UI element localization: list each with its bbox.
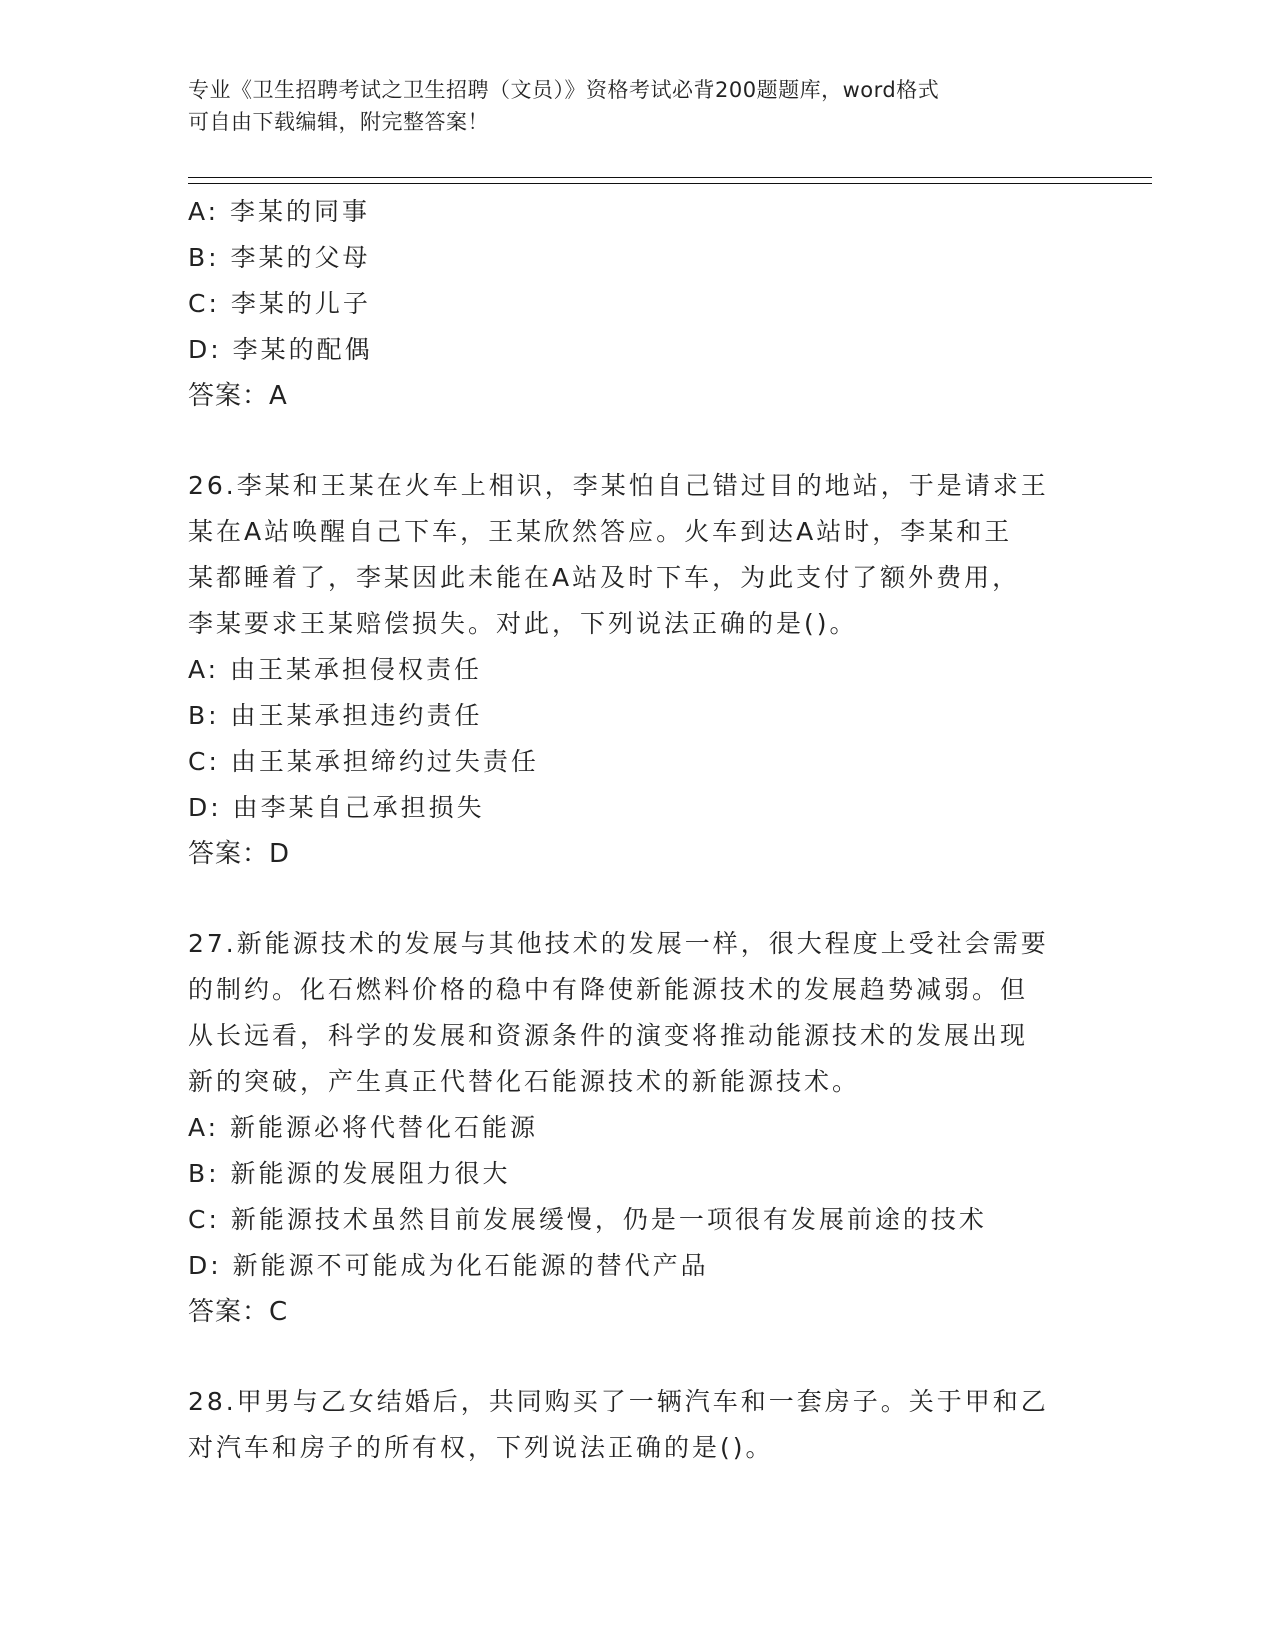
option-b: B: 由王某承担违约责任 bbox=[188, 701, 483, 730]
header-divider-top bbox=[188, 177, 1152, 178]
option-a: A: 新能源必将代替化石能源 bbox=[188, 1113, 539, 1142]
option-a: A: 由王某承担侵权责任 bbox=[188, 655, 483, 684]
header-title-line-1: 专业《卫生招聘考试之卫生招聘（文员）》资格考试必背200题题库，word格式 bbox=[188, 78, 940, 102]
question-stem-line: 从长远看，科学的发展和资源条件的演变将推动能源技术的发展出现 bbox=[188, 1021, 1029, 1050]
question-stem-line: 27.新能源技术的发展与其他技术的发展一样，很大程度上受社会需要 bbox=[188, 929, 1049, 958]
option-c: C: 由王某承担缔约过失责任 bbox=[188, 747, 539, 776]
question-stem-line: 某在A站唤醒自己下车，王某欣然答应。火车到达A站时，李某和王 bbox=[188, 517, 1013, 546]
question-28 bbox=[188, 1379, 1088, 1471]
option-a: A: 李某的同事 bbox=[188, 197, 371, 226]
question-26 bbox=[188, 463, 1088, 877]
question-content bbox=[188, 189, 1088, 1471]
header-divider-bottom bbox=[188, 183, 1152, 184]
question-stem-line: 28.甲男与乙女结婚后，共同购买了一辆汽车和一套房子。关于甲和乙 bbox=[188, 1387, 1049, 1416]
question-stem-line: 新的突破，产生真正代替化石能源技术的新能源技术。 bbox=[188, 1067, 861, 1096]
answer-line: 答案：D bbox=[188, 839, 291, 869]
question-stem bbox=[188, 463, 1088, 647]
question-25 bbox=[188, 189, 1088, 419]
question-stem-line: 26.李某和王某在火车上相识，李某怕自己错过目的地站，于是请求王 bbox=[188, 471, 1049, 500]
header-title-line-2: 可自由下载编辑，附完整答案！ bbox=[188, 110, 489, 134]
document-header bbox=[188, 74, 1088, 138]
answer-line: 答案：A bbox=[188, 381, 288, 411]
question-spacer bbox=[188, 419, 1088, 463]
question-27 bbox=[188, 921, 1088, 1335]
question-stem-line: 某都睡着了，李某因此未能在A站及时下车，为此支付了额外费用， bbox=[188, 563, 1021, 592]
option-d: D: 李某的配偶 bbox=[188, 335, 373, 364]
option-c: C: 李某的儿子 bbox=[188, 289, 371, 318]
question-stem bbox=[188, 1379, 1088, 1471]
option-c: C: 新能源技术虽然目前发展缓慢，仍是一项很有发展前途的技术 bbox=[188, 1205, 987, 1234]
option-b: B: 李某的父母 bbox=[188, 243, 371, 272]
option-d: D: 新能源不可能成为化石能源的替代产品 bbox=[188, 1251, 709, 1280]
question-spacer bbox=[188, 877, 1088, 921]
option-d: D: 由李某自己承担损失 bbox=[188, 793, 485, 822]
question-stem-line: 李某要求王某赔偿损失。对此，下列说法正确的是()。 bbox=[188, 609, 858, 638]
option-b: B: 新能源的发展阻力很大 bbox=[188, 1159, 511, 1188]
question-stem bbox=[188, 921, 1088, 1105]
question-spacer bbox=[188, 1335, 1088, 1379]
question-stem-line: 对汽车和房子的所有权，下列说法正确的是()。 bbox=[188, 1433, 774, 1462]
answer-line: 答案：C bbox=[188, 1297, 289, 1327]
question-stem-line: 的制约。化石燃料价格的稳中有降使新能源技术的发展趋势减弱。但 bbox=[188, 975, 1029, 1004]
